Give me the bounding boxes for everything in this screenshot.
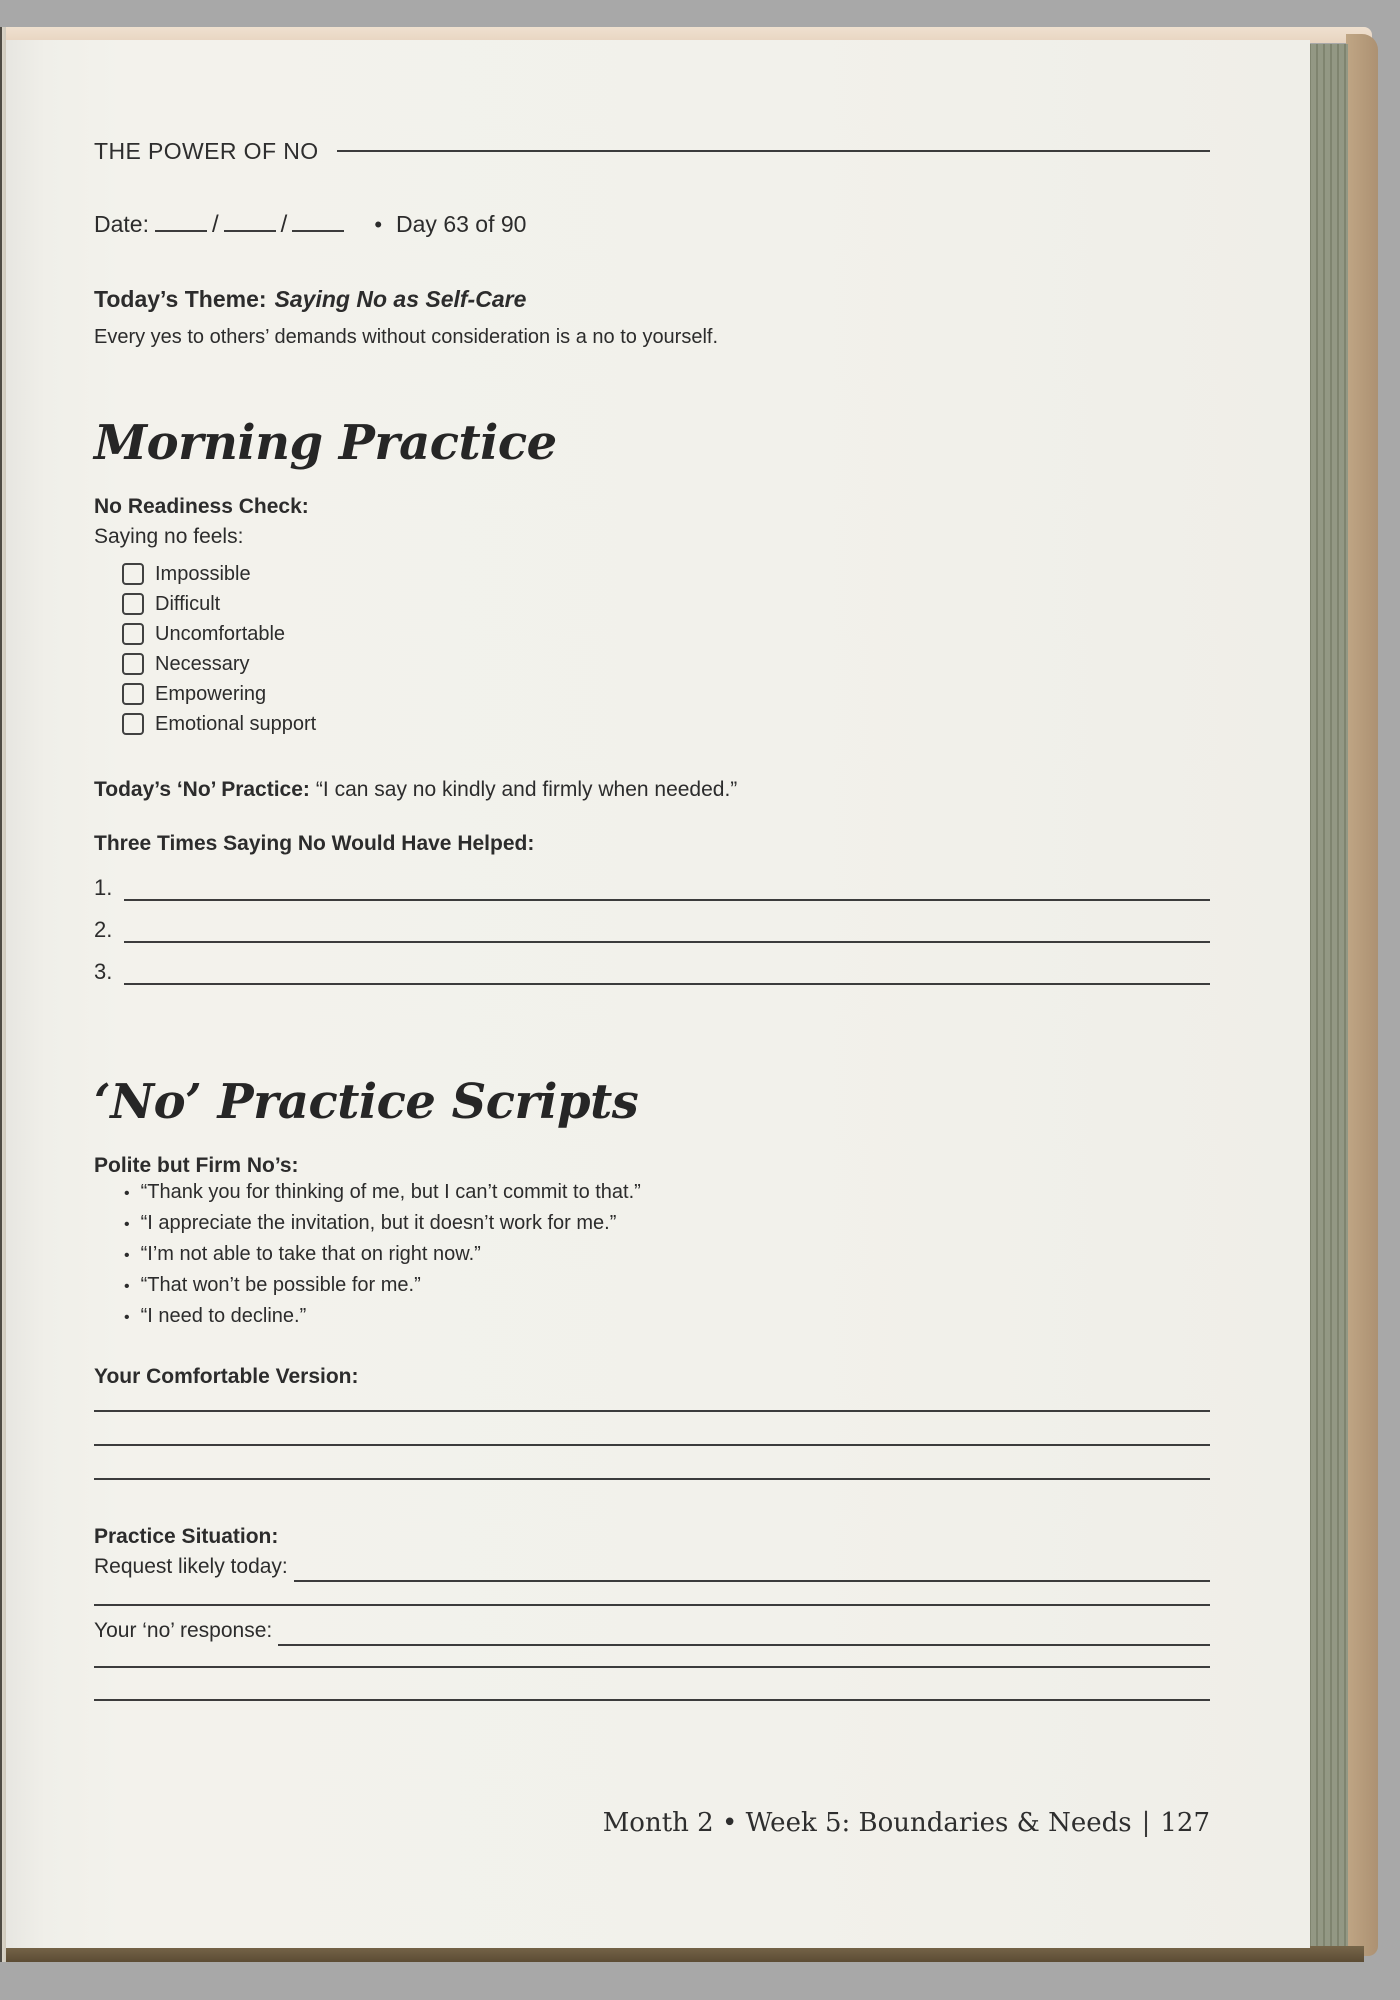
no-practice-scripts-heading: ‘No’ Practice Scripts (94, 1074, 639, 1130)
script-text: “Thank you for thinking of me, but I can’t commit to that.” (140, 1181, 641, 1203)
date-blank-month[interactable] (155, 210, 207, 232)
readiness-checklist (122, 559, 1210, 739)
page-footer (603, 1808, 1210, 1838)
checkbox-label: Difficult (155, 592, 221, 615)
date-label: Date: (94, 211, 149, 237)
date-blank-day[interactable] (224, 210, 276, 232)
checkbox-emotional-support[interactable] (122, 713, 144, 735)
numbered-line (94, 859, 1210, 901)
checklist-row (122, 619, 1210, 649)
checkbox-uncomfortable[interactable] (122, 623, 144, 645)
write-line[interactable] (124, 907, 1210, 943)
no-practice-affirmation: “I can say no kindly and firmly when needed.” (315, 778, 738, 801)
script-item (124, 1243, 1210, 1274)
numbered-line (94, 943, 1210, 985)
script-text: “I’m not able to take that on right now.” (140, 1243, 481, 1265)
checklist-row (122, 589, 1210, 619)
page-content (6, 40, 1310, 1701)
readiness-check-label: No Readiness Check: (94, 495, 309, 518)
theme-value: Saying No as Self-Care (274, 286, 527, 312)
script-item (124, 1274, 1210, 1305)
write-line[interactable] (294, 1554, 1210, 1582)
bullet-icon: • (124, 1278, 130, 1295)
script-text: “I need to decline.” (140, 1305, 307, 1327)
bullet-icon: • (124, 1247, 130, 1264)
checklist-row (122, 679, 1210, 709)
three-times-label: Three Times Saying No Would Have Helped: (94, 832, 535, 855)
numbered-line (94, 901, 1210, 943)
checkbox-label: Emotional support (155, 712, 317, 735)
book-cover-bottom-edge (6, 1946, 1364, 1962)
no-practice-label: Today’s ‘No’ Practice: (94, 778, 310, 801)
script-text: “I appreciate the invitation, but it doesn’t work for me.” (140, 1212, 617, 1234)
script-item (124, 1181, 1210, 1212)
theme-subtitle: Every yes to others’ demands without consideration is a no to yourself. (94, 326, 719, 348)
bullet-icon: • (124, 1309, 130, 1326)
checkbox-difficult[interactable] (122, 593, 144, 615)
response-label: Your ‘no’ response: (94, 1619, 273, 1642)
page-stack-edge (1304, 44, 1348, 1948)
script-text: “That won’t be possible for me.” (140, 1274, 421, 1296)
morning-practice-heading: Morning Practice (94, 415, 557, 471)
write-line[interactable] (124, 865, 1210, 901)
readiness-prompt: Saying no feels: (94, 525, 244, 548)
page-header (94, 136, 1210, 166)
footer-divider: | (1141, 1808, 1151, 1838)
comfortable-version-lines (94, 1392, 1210, 1480)
bullet-icon: • (124, 1216, 130, 1233)
script-item (124, 1305, 1210, 1336)
date-blank-year[interactable] (292, 210, 344, 232)
request-row (94, 1552, 1210, 1582)
date-slash: / (280, 211, 288, 238)
footer-text: Month 2 • Week 5: Boundaries & Needs (602, 1808, 1132, 1838)
line-number: 2. (94, 917, 113, 942)
journal-page (6, 40, 1310, 1948)
checklist-row (122, 709, 1210, 739)
write-line[interactable] (94, 1392, 1210, 1412)
footer-page-number: 127 (1160, 1808, 1210, 1838)
three-times-list (94, 859, 1210, 985)
write-line[interactable] (94, 1446, 1210, 1480)
day-counter: Day 63 of 90 (396, 211, 527, 237)
date-slash: / (211, 211, 219, 238)
date-bullet-icon: • (374, 212, 383, 237)
line-number: 1. (94, 875, 113, 900)
checkbox-label: Impossible (155, 562, 251, 585)
bullet-icon: • (124, 1185, 130, 1202)
script-item (124, 1212, 1210, 1243)
checklist-row (122, 559, 1210, 589)
page-header-title: THE POWER OF NO (94, 137, 319, 164)
book-cover-right-edge (1346, 34, 1378, 1956)
write-line[interactable] (278, 1618, 1210, 1646)
header-rule (337, 150, 1211, 152)
checkbox-necessary[interactable] (122, 653, 144, 675)
response-row (94, 1616, 1210, 1646)
write-line[interactable] (94, 1668, 1210, 1701)
write-line[interactable] (94, 1646, 1210, 1668)
theme-line (94, 286, 1210, 318)
line-number: 3. (94, 959, 113, 984)
checkbox-label: Uncomfortable (155, 622, 286, 645)
polite-scripts-list (124, 1181, 1210, 1336)
checkbox-label: Empowering (155, 682, 267, 705)
practice-situation-label: Practice Situation: (94, 1525, 279, 1548)
checklist-row (122, 649, 1210, 679)
no-practice-line (94, 775, 1210, 805)
polite-firm-label: Polite but Firm No’s: (94, 1154, 299, 1177)
write-line[interactable] (124, 949, 1210, 985)
comfortable-version-label: Your Comfortable Version: (94, 1365, 359, 1388)
checkbox-impossible[interactable] (122, 563, 144, 585)
theme-label: Today’s Theme: (94, 286, 267, 312)
request-label: Request likely today: (94, 1555, 288, 1578)
date-row (94, 210, 1210, 242)
write-line[interactable] (94, 1582, 1210, 1606)
checkbox-empowering[interactable] (122, 683, 144, 705)
write-line[interactable] (94, 1412, 1210, 1446)
checkbox-label: Necessary (155, 652, 250, 675)
